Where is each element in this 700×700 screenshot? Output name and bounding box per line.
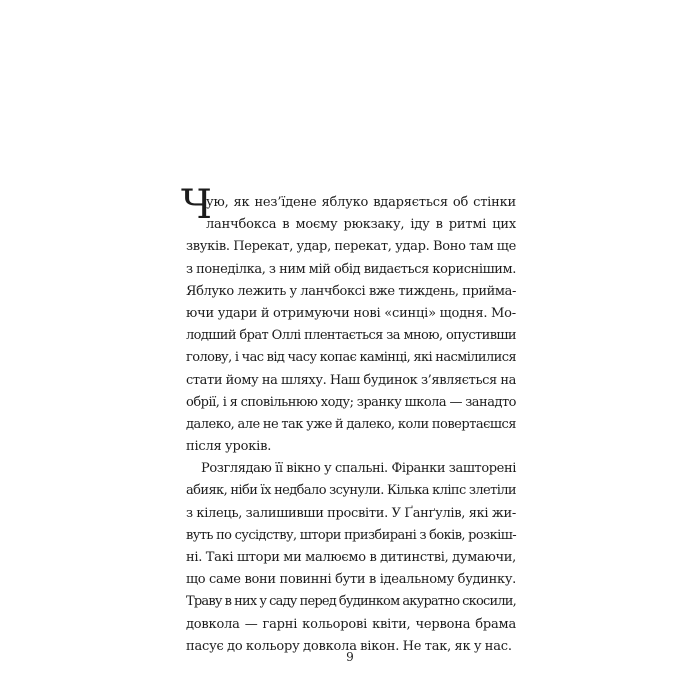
text-line: голову, і час від часу копає камінці, які насмілилися bbox=[186, 350, 516, 366]
text-line: звуків. Перекат, удар, перекат, удар. Воно там ще bbox=[186, 239, 516, 255]
text-line: абияк, ніби їх недбало зсунули. Кілька кліпс злетіли bbox=[186, 483, 516, 499]
text-line: після уроків. bbox=[186, 439, 272, 455]
text-line: ні. Такі штори ми малюємо в дитинстві, думаючи, bbox=[186, 550, 516, 565]
text-line: ючи удари й отримуючи нові «синці» щодня. Мо- bbox=[186, 305, 516, 321]
text-line: з кілець, залишивши просвіти. У Ґанґулів, які жи- bbox=[186, 505, 516, 521]
text-line: довкола — гарні кольорові квіти, червона брама bbox=[186, 616, 516, 632]
text-line: ланчбокса в моєму рюкзаку, іду в ритмі цих bbox=[206, 217, 516, 233]
text-line: стати йому на шляху. Наш будинок з’являється на bbox=[186, 372, 516, 388]
first-line-text: ую, як нез’їдене яблуко вдаряється об стінки bbox=[206, 195, 516, 210]
page-number: 9 bbox=[346, 650, 354, 664]
text-line: пасує до кольору довкола вікон. Не так, як у нас. bbox=[186, 638, 512, 654]
text-line: Яблуко лежить у ланчбоксі вже тиждень, прийма- bbox=[186, 283, 516, 299]
text-line: вуть по сусідству, штори призбирані з боків, розкіш- bbox=[186, 527, 516, 543]
drop-cap: Ч bbox=[181, 182, 212, 228]
body-text bbox=[181, 182, 516, 658]
text-line: обрії, і я сповільнюю ходу; зранку школа — занадто bbox=[186, 394, 516, 410]
text-line: далеко, але не так уже й далеко, коли повертаєшся bbox=[186, 416, 516, 432]
text-line: Розглядаю її вікно у спальні. Фіранки зашторені bbox=[201, 461, 516, 477]
text-line: Траву в них у саду перед будинком акуратно скосили, bbox=[186, 594, 516, 610]
text-line: лодший брат Оллі плентається за мною, опустивши bbox=[186, 328, 516, 344]
text-line: що саме вони повинні бути в ідеальному будинку. bbox=[186, 572, 516, 588]
text-line: з понеділка, з ним мій обід видається кориснішим. bbox=[186, 261, 516, 277]
